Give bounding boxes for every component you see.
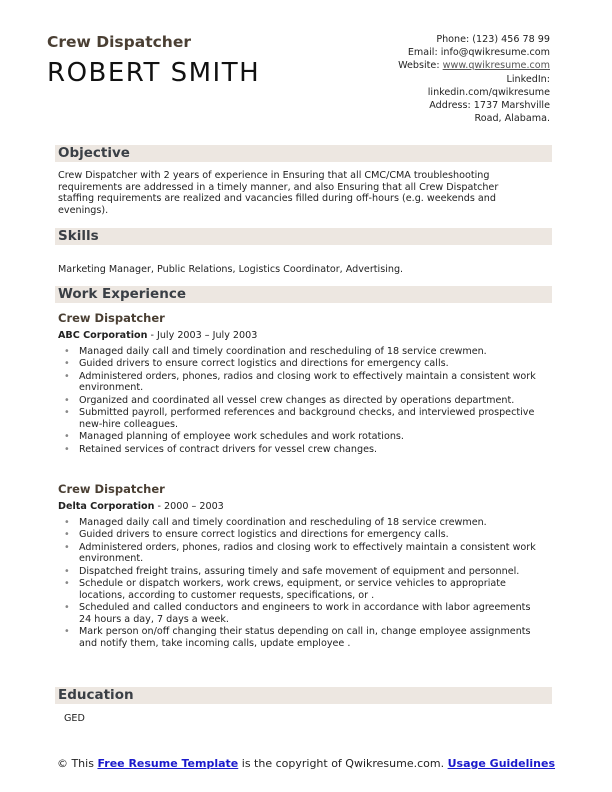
objective-text: Crew Dispatcher with 2 years of experience in Ensuring that all CMC/CMA troubleshooting requirements are addressed in a timely manner, and also Ensuring that all Crew Dispatcher staffing requirements are realized and vacancies filled during off-hours (e.g. weekends and evenings). (58, 170, 499, 217)
job-bullets (58, 346, 539, 456)
website-link[interactable]: www.qwikresume.com (442, 60, 550, 72)
free-template-link[interactable]: Free Resume Template (97, 757, 239, 770)
education-heading: Education (55, 687, 552, 704)
job-bullets (58, 517, 539, 650)
list-item: • Retained services of contract drivers for vessel crew changes. (58, 444, 539, 456)
email: Email: info@qwikresume.com (407, 47, 550, 59)
job-company (58, 330, 257, 341)
job-dates: - July 2003 – July 2003 (147, 330, 258, 341)
skills-heading: Skills (55, 228, 552, 245)
job-title: Crew Dispatcher (47, 33, 191, 51)
objective-heading: Objective (55, 145, 552, 162)
list-item: • Submitted payroll, performed references and background checks, and interviewed prospective new-hire colleagues. (58, 407, 539, 430)
footer-middle: is the copyright of Qwikresume.com. (238, 757, 448, 770)
list-item: • Managed daily call and timely coordination and rescheduling of 18 service crewmen. (58, 346, 539, 358)
education-text: GED (64, 713, 85, 724)
skills-text: Marketing Manager, Public Relations, Logistics Coordinator, Advertising. (58, 264, 404, 275)
linkedin: linkedin.com/qwikresume (427, 86, 550, 98)
list-item: • Dispatched freight trains, assuring timely and safe movement of equipment and personnel. (58, 566, 539, 578)
footer-prefix: © This (56, 757, 98, 770)
footer (0, 757, 612, 771)
job-dates: - 2000 – 2003 (154, 501, 224, 512)
list-item: • Managed daily call and timely coordination and rescheduling of 18 service crewmen. (58, 517, 539, 529)
list-item: • Schedule or dispatch workers, work crews, equipment, or service vehicles to appropriate locations, according to customer requests, specifications, or . (58, 578, 539, 601)
job-company (58, 501, 224, 512)
company-name: ABC Corporation (58, 330, 148, 341)
list-item: • Guided drivers to ensure correct logistics and directions for emergency calls. (58, 358, 539, 370)
list-item: • Scheduled and called conductors and engineers to work in accordance with labor agreements 24 hours a day, 7 days a week. (58, 602, 539, 625)
list-item: • Mark person on/off changing their status depending on call in, change employee assignments and notify them, take incoming calls, update employee . (58, 626, 539, 649)
address: Address: 1737 Marshville Road, Alabama. (429, 100, 550, 125)
company-name: Delta Corporation (58, 501, 155, 512)
list-item: • Administered orders, phones, radios and closing work to effectively maintain a consistent work environment. (58, 371, 539, 394)
experience-heading: Work Experience (55, 286, 552, 303)
usage-guidelines-link[interactable]: Usage Guidelines (447, 757, 556, 770)
linkedin-label: LinkedIn: (506, 73, 550, 85)
list-item: • Organized and coordinated all vessel crew changes as directed by operations department. (58, 395, 539, 407)
contact-block (350, 33, 550, 125)
list-item: • Managed planning of employee work schedules and work rotations. (58, 431, 539, 443)
candidate-name: ROBERT SMITH (47, 58, 261, 88)
list-item: • Administered orders, phones, radios and closing work to effectively maintain a consistent work environment. (58, 542, 539, 565)
job-role: Crew Dispatcher (58, 311, 165, 325)
website-label: Website: (398, 60, 443, 72)
job-role: Crew Dispatcher (58, 482, 165, 496)
list-item: • Guided drivers to ensure correct logistics and directions for emergency calls. (58, 529, 539, 541)
phone: Phone: (123) 456 78 99 (436, 34, 550, 45)
